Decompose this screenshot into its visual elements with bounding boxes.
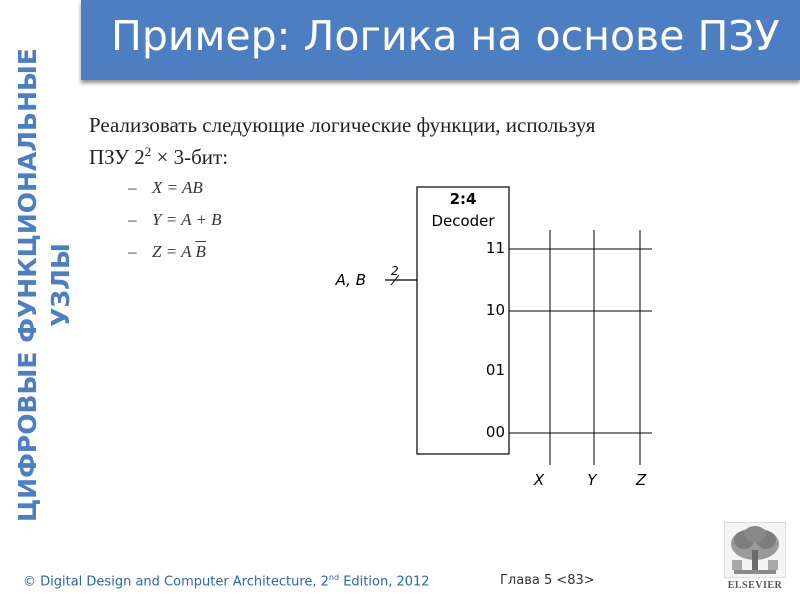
slide-title: Пример: Логика на основе ПЗУ (111, 12, 780, 60)
bullet-dash: – (128, 178, 137, 197)
task-line-2-exponent: 2 (144, 143, 152, 159)
footer-copyright (23, 573, 430, 589)
input-label: A, B (335, 271, 366, 289)
function-z-text: Z = A (152, 242, 196, 261)
function-x-text: X = AB (152, 178, 203, 197)
task-line-1: Реализовать следующие логические функции, используя (89, 113, 596, 137)
output-label-10: 10 (485, 301, 505, 319)
footer-chapter: Глава 5 <83> (500, 573, 595, 588)
column-label-x: X (533, 471, 545, 489)
function-z-overlined-b: $\overline{B}$ (195, 242, 206, 261)
task-line-2-suffix: × 3-бит: (151, 144, 229, 169)
output-label-00: 00 (485, 423, 505, 441)
function-y-text: Y = A + B (152, 210, 222, 229)
bus-width-label: 2 (391, 264, 399, 278)
elsevier-tree-icon (724, 522, 786, 578)
side-section-title: ЦИФРОВЫЕ ФУНКЦИОНАЛЬНЫЕ УЗЛЫ (13, 48, 75, 523)
bullet-dash: – (128, 210, 137, 229)
footer-copyright-prefix: © Digital Design and Computer Architecture, 2 (23, 574, 329, 590)
output-label-01: 01 (485, 361, 505, 379)
decoder-title: 2:4 (449, 190, 477, 208)
bullet-dash: – (128, 242, 137, 261)
elsevier-wordmark: ELSEVIER (727, 580, 783, 591)
decoder-subtitle: Decoder (431, 212, 495, 230)
elsevier-logo (722, 522, 788, 594)
column-label-y: Y (587, 471, 597, 489)
footer-copyright-sup: nd (328, 573, 340, 582)
footer-copyright-suffix: Edition, 2012 (339, 574, 430, 590)
output-label-11: 11 (485, 239, 505, 257)
task-line-2-prefix: ПЗУ 2 (89, 144, 145, 169)
column-label-z: Z (635, 471, 647, 489)
